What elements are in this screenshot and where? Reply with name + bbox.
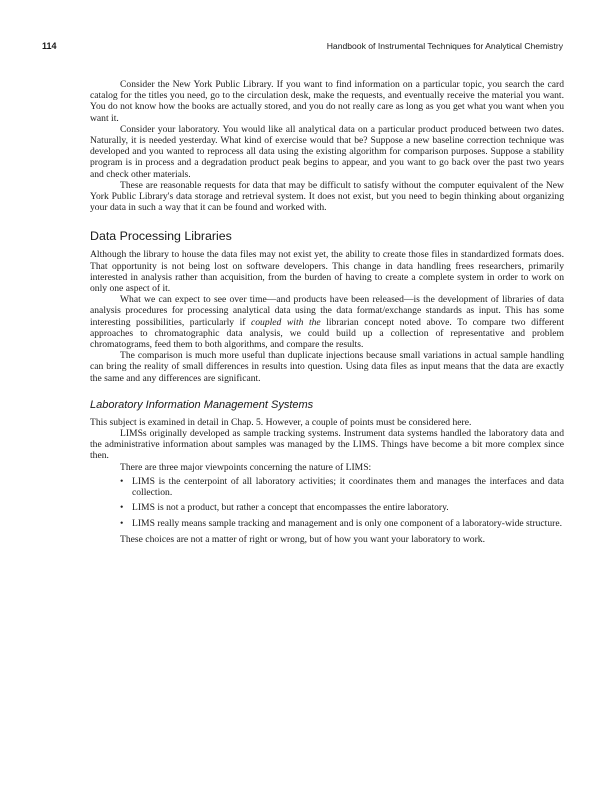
bullet-icon: • [120,475,124,487]
bullet-icon: • [120,502,124,514]
page-number: 114 [42,41,57,51]
list-item-text: LIMS is the centerpoint of all laboratory activities; it coordinates them and manages the interfaces and data collection. [132,475,564,499]
viewpoints-list [90,476,564,529]
section-heading: Data Processing Libraries [90,229,232,244]
running-title: Handbook of Instrumental Techniques for Analytical Chemistry [326,41,563,51]
section-paragraph-1: Although the library to house the data files may not exist yet, the ability to create those files in standardized formats does. That opportunity is not being lost on software developers. This change in data handling frees researchers, primarily interested in analysis rather than acquisition, from the burden of having to create a complete system in order to work on only one aspect of it. [90,249,564,295]
subsection-heading: Laboratory Information Management Systems [90,398,314,411]
subsection-paragraph-2: LIMSs originally developed as sample tracking systems. Instrument data systems handled the laboratory data and the administrative information about samples was managed by the LIMS. Things have become a bit more complex since then. [90,428,564,462]
list-item [90,518,564,529]
list-item-text: LIMS really means sample tracking and management and is only one component of a laboratory-wide structure. [132,517,562,529]
page-header [42,41,563,57]
subsection-paragraph-3: There are three major viewpoints concerning the nature of LIMS: [120,461,372,473]
list-item-text: LIMS is not a product, but rather a concept that encompasses the entire laboratory. [132,502,449,514]
section-paragraph-2-end: librarian concept noted above. To compare two different approaches to chromatographic data analysis, we could build up a collection of representative and problem chromatograms, feed them to both algorithms, and compare the results. [90,316,564,351]
section-paragraph-3: The comparison is much more useful than duplicate injections because small variations in actual sample handling can bring the reality of small differences in results into question. Using data files as input means that the data are exactly the same and any differences are significant. [90,350,564,384]
subsection-paragraph-4: These choices are not a matter of right or wrong, but of how you want your laboratory to work. [120,533,485,545]
section-paragraph-2-italic: coupled with the [250,316,321,328]
page-body [90,79,564,545]
section-paragraph-2-start: What we can expect to see over time—and products have been released—is the development of libraries of data analysis procedures for processing analytical data using the data format/exchange standards as input. This has some interesting possibilities, particularly if [90,294,564,328]
intro-paragraph-2: Consider your laboratory. You would like all analytical data on a particular product produced between two dates. Naturally, it is needed yesterday. What kind of exercise would that be? Suppose a new baseline correction technique was developed and you wanted to reprocess all data using the existing algorithm for comparison purposes. Suppose a stability program is in process and a degradation product peak begins to appear, and you want to go back over the past two years and check other materials. [90,123,564,180]
subsection-paragraph-1: This subject is examined in detail in Chap. 5. However, a couple of points must be considered here. [90,416,472,428]
intro-paragraph-3: These are reasonable requests for data that may be difficult to satisfy without the computer equivalent of the New York Public Library's data storage and retrieval system. It does not exist, but you need to begin thinking about organizing your data in such a way that it can be found and worked with. [90,179,564,214]
bullet-icon: • [120,517,124,529]
section-paragraph-2 [90,294,564,350]
list-item [90,476,564,498]
list-item [90,502,564,513]
intro-paragraph-1: Consider the New York Public Library. If you want to find information on a particular topic, you search the card catalog for the titles you need, go to the circulation desk, make the requests, and eventually receive the material you want. You do not know how the books are actually stored, and you do not really care as long as you get what you want when you want it. [90,79,564,124]
